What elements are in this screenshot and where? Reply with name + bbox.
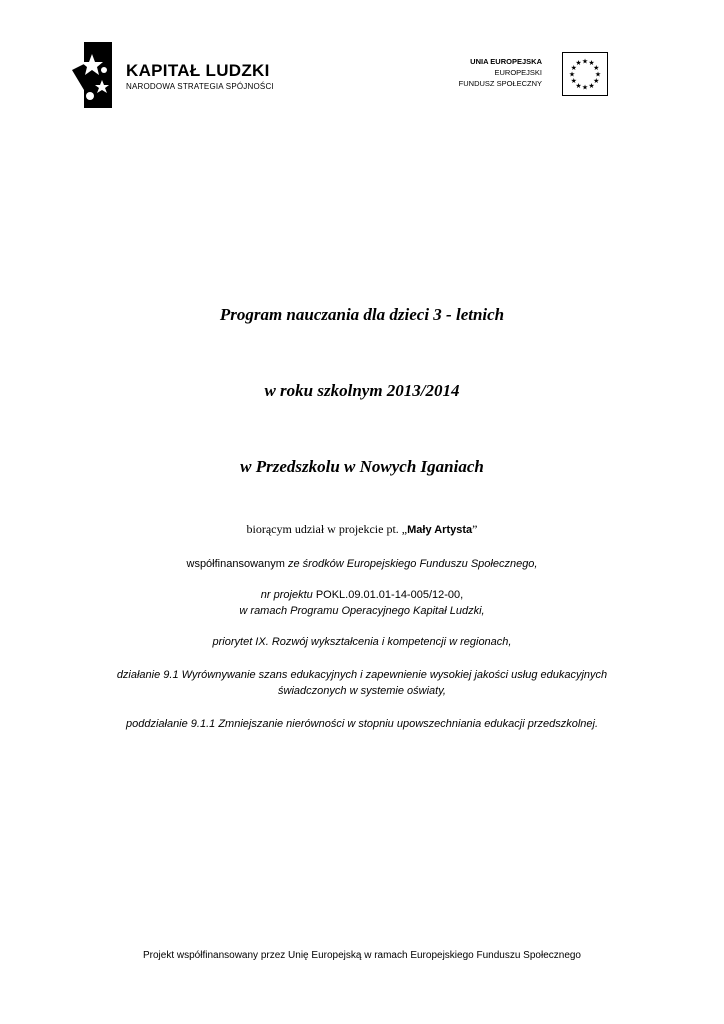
eu-star-icon: ★ bbox=[588, 59, 595, 68]
footer-text: Projekt współfinansowany przez Unię Europejską w ramach Europejskiego Funduszu Społecznego bbox=[142, 950, 581, 961]
cofinancing-rest: ze środków Europejskiego Funduszu Społecznego, bbox=[288, 558, 538, 570]
eu-star-icon: ★ bbox=[575, 81, 582, 90]
action-line-2: świadczonych w systemie oświaty, bbox=[278, 685, 446, 697]
eu-star-icon: ★ bbox=[593, 77, 600, 85]
eu-logo-line3: FUNDUSZ SPOŁECZNY bbox=[458, 79, 542, 88]
eu-star-icon: ★ bbox=[581, 83, 589, 92]
eu-star-icon: ★ bbox=[570, 77, 577, 85]
kapital-ludzki-logo bbox=[70, 40, 280, 112]
cofinancing-prefix: współfinansowanym bbox=[186, 558, 288, 570]
eu-star-icon: ★ bbox=[570, 64, 577, 72]
kapital-ludzki-subtitle: NARODOWA STRATEGIA SPÓJNOŚCI bbox=[126, 82, 274, 91]
subaction-line: poddziałanie 9.1.1 Zmniejszanie nierówności w stopniu upowszechniania edukacji przedszkolnej. bbox=[125, 718, 599, 730]
project-number: POKL.09.01.01-14-005/12-00, bbox=[315, 589, 464, 601]
eu-logo-line1: UNIA EUROPEJSKA bbox=[470, 57, 542, 66]
project-line-prefix: biorącym udział w projekcie pt. „ bbox=[246, 522, 408, 536]
project-line-suffix: ” bbox=[472, 522, 478, 536]
project-number-prefix: nr projektu bbox=[260, 589, 316, 601]
kapital-ludzki-title: KAPITAŁ LUDZKI bbox=[126, 61, 270, 80]
school-year-title: w roku szkolnym 2013/2014 bbox=[264, 381, 460, 400]
eu-logo-text bbox=[459, 56, 542, 89]
action-line-1: działanie 9.1 Wyrównywanie szans edukacyjnych i zapewnienie wysokiej jakości usług edukacyjnych bbox=[116, 669, 608, 681]
project-line bbox=[0, 521, 724, 538]
project-name: Mały Artysta bbox=[407, 524, 473, 536]
eu-logo-line2: EUROPEJSKI bbox=[494, 68, 542, 77]
program-line: w ramach Programu Operacyjnego Kapitał Ludzki, bbox=[239, 605, 485, 617]
document-title: Program nauczania dla dzieci 3 - letnich bbox=[219, 305, 505, 324]
eu-star-icon: ★ bbox=[568, 70, 576, 79]
eu-flag-icon bbox=[562, 52, 608, 96]
eu-star-icon: ★ bbox=[593, 64, 600, 72]
kapital-ludzki-logo-icon bbox=[70, 40, 120, 110]
eu-star-icon: ★ bbox=[575, 59, 582, 68]
cofinancing-line bbox=[0, 556, 724, 572]
eu-star-icon: ★ bbox=[588, 81, 595, 90]
priority-line: priorytet IX. Rozwój wykształcenia i kompetencji w regionach, bbox=[212, 636, 512, 648]
project-number-line bbox=[0, 587, 724, 603]
kindergarten-title: w Przedszkolu w Nowych Iganiach bbox=[240, 457, 484, 476]
eu-star-icon: ★ bbox=[594, 70, 602, 79]
eu-logo bbox=[458, 52, 608, 98]
eu-star-icon: ★ bbox=[581, 57, 589, 66]
